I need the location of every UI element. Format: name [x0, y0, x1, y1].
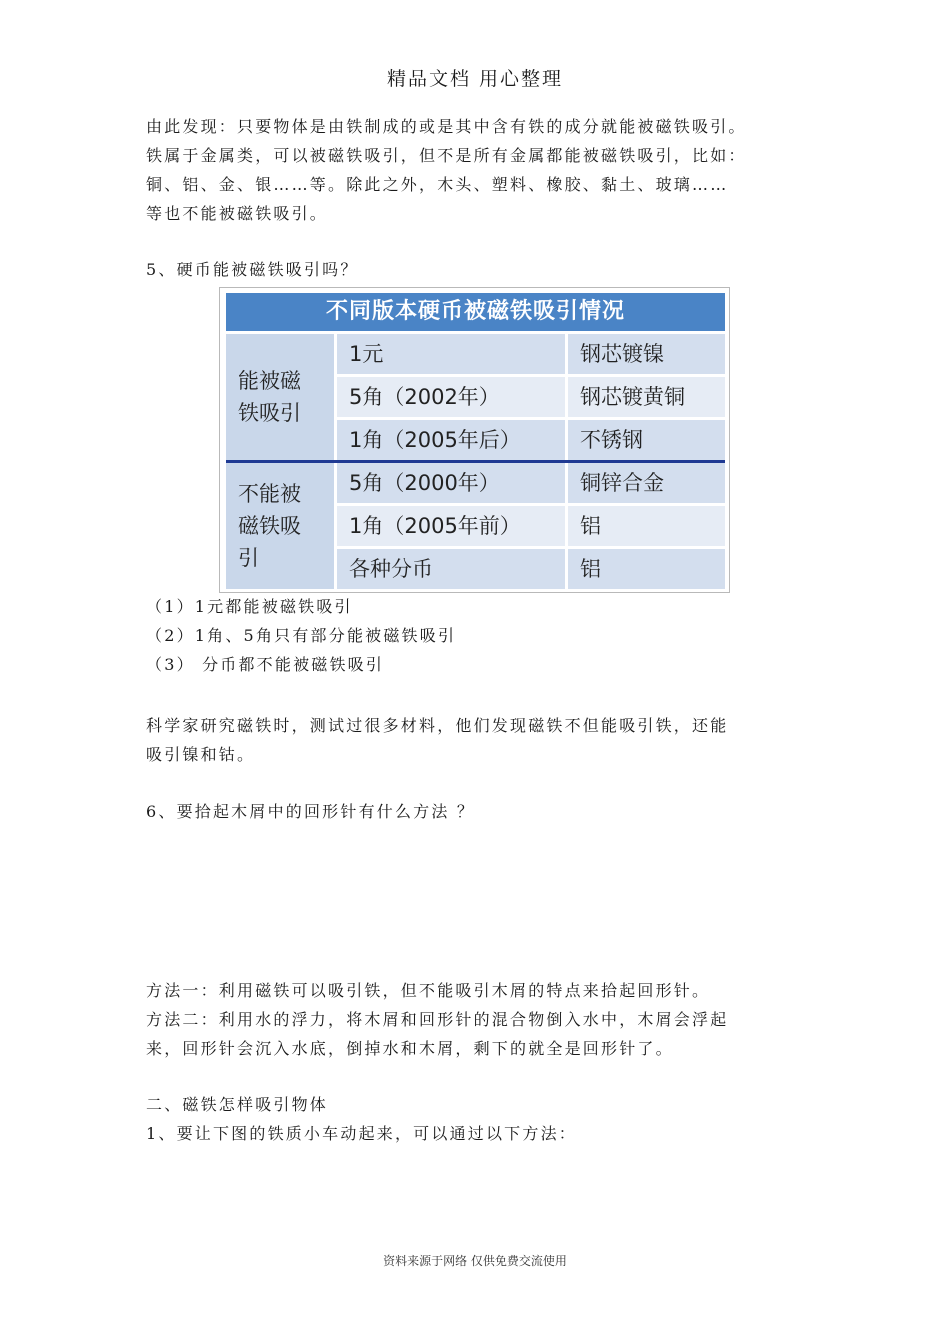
table-row: [337, 506, 725, 546]
table-title: 不同版本硬币被磁铁吸引情况: [226, 293, 725, 331]
conclusion-item: （3） 分币都不能被磁铁吸引: [146, 655, 385, 674]
material-cell: 铜锌合金: [568, 463, 725, 503]
question-6-text: 6、要拾起木屑中的回形针有什么方法 ？: [146, 802, 476, 821]
coin-cell: 5角（2000年）: [337, 463, 565, 503]
coin-cell: 1角（2005年前）: [337, 506, 565, 546]
methods-paragraph: [146, 976, 810, 1063]
question-6: [146, 797, 810, 826]
coin-magnet-table-image: [219, 287, 730, 593]
group-label-line: 能被磁: [238, 369, 301, 393]
scientist-line: 科学家研究磁铁时，测试过很多材料，他们发现磁铁不但能吸引铁，还能: [146, 716, 729, 735]
coin-cell: 5角（2002年）: [337, 377, 565, 417]
scientist-line: 吸引镍和钴。: [146, 745, 256, 764]
material-cell: 钢芯镀黄铜: [568, 377, 725, 417]
question-5-text: 5、硬币能被磁铁吸引吗？: [146, 260, 359, 279]
conclusion-item: （2）1角、5角只有部分能被磁铁吸引: [146, 626, 457, 645]
conclusions-list: [146, 592, 810, 679]
intro-line: 铜、铝、金、银……等。除此之外，木头、塑料、橡胶、黏土、玻璃……: [146, 175, 729, 194]
intro-paragraph: [146, 112, 810, 228]
table-row: [337, 420, 725, 460]
page-footer: 资料来源于网络 仅供免费交流使用: [383, 1254, 567, 1268]
scientist-paragraph: [146, 711, 810, 769]
method-line: 方法二：利用水的浮力，将木屑和回形针的混合物倒入水中，木屑会浮起: [146, 1010, 729, 1029]
group-label-line: 磁铁吸: [238, 514, 301, 538]
section-2-heading: 二、磁铁怎样吸引物体: [146, 1095, 329, 1114]
conclusion-item: （1）1元都能被磁铁吸引: [146, 597, 353, 616]
intro-line: 铁属于金属类，可以被磁铁吸引，但不是所有金属都能被磁铁吸引，比如：: [146, 146, 747, 165]
coin-cell: 各种分币: [337, 549, 565, 589]
table-row: [337, 549, 725, 589]
group-label-attracted: [226, 334, 334, 460]
table-row: [337, 377, 725, 417]
attracted-group: [226, 334, 725, 460]
intro-line: 等也不能被磁铁吸引。: [146, 204, 329, 223]
group-label-not-attracted: [226, 463, 334, 589]
table-row: [337, 463, 725, 503]
material-cell: 钢芯镀镍: [568, 334, 725, 374]
intro-line: 由此发现：只要物体是由铁制成的或是其中含有铁的成分就能被磁铁吸引。: [146, 117, 747, 136]
question-1-text: 1、要让下图的铁质小车动起来，可以通过以下方法：: [146, 1124, 577, 1143]
not-attracted-group: [226, 460, 725, 589]
method-line: 方法一：利用磁铁可以吸引铁，但不能吸引木屑的特点来拾起回形针。: [146, 981, 711, 1000]
coin-cell: 1角（2005年后）: [337, 420, 565, 460]
material-cell: 铝: [568, 549, 725, 589]
page-header: 精品文档 用心整理: [386, 68, 564, 90]
coin-magnet-table: [226, 293, 725, 589]
section-2: [146, 1090, 810, 1148]
group-label-line: 引: [238, 546, 259, 570]
material-cell: 铝: [568, 506, 725, 546]
group-label-line: 不能被: [238, 482, 301, 506]
question-5: [146, 255, 810, 284]
group-label-line: 铁吸引: [238, 401, 301, 425]
table-row: [337, 334, 725, 374]
coin-cell: 1元: [337, 334, 565, 374]
method-line: 来，回形针会沉入水底，倒掉水和木屑，剩下的就全是回形针了。: [146, 1039, 674, 1058]
material-cell: 不锈钢: [568, 420, 725, 460]
